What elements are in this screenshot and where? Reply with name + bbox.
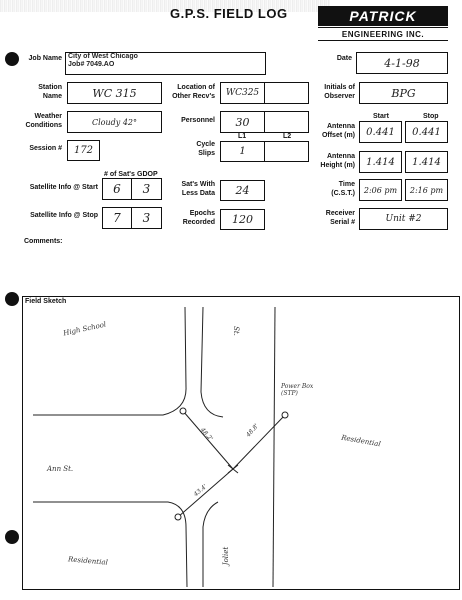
sats-less-data-field[interactable]: 24 (220, 180, 265, 201)
sketch-label-residential-bottom: Residential (67, 555, 109, 567)
initials-label-1: Initials of (324, 84, 355, 91)
weather-label-2: Conditions (25, 122, 62, 129)
start-column-label: Start (373, 113, 389, 120)
receiver-serial-field[interactable]: Unit #2 (359, 208, 448, 230)
job-name-line2: Job# 7049.AO (68, 61, 115, 68)
session-label: Session # (29, 145, 62, 152)
location-other-field-2[interactable] (264, 82, 309, 104)
l2-column-label: L2 (283, 133, 292, 140)
page-title: G.P.S. FIELD LOG (170, 6, 288, 21)
cycle-slips-l2[interactable] (264, 141, 309, 162)
gdop-stop-field[interactable]: 3 (131, 207, 162, 229)
location-other-label-1: Location of (177, 84, 215, 91)
sketch-label-high-school: High School (62, 320, 107, 338)
cycle-slips-label-2: Slips (198, 150, 215, 157)
sats-less-data-label-1: Sat's With (181, 181, 215, 188)
job-name-label: Job Name (28, 55, 62, 62)
antenna-offset-label-2: Offset (m) (321, 132, 355, 139)
sketch-label-st-top: St. (231, 326, 240, 336)
station-point-south (175, 514, 181, 520)
sketch-distance-c: 43.4' (192, 482, 209, 499)
personnel-field-1[interactable]: 30 (220, 111, 265, 133)
sketch-distance-b: 48.8' (244, 422, 261, 439)
company-logo (318, 6, 448, 40)
station-name-label-2: Name (42, 93, 62, 100)
satellite-start-label: Satellite Info @ Start (29, 184, 98, 191)
gdop-start-field[interactable]: 3 (131, 178, 162, 200)
antenna-offset-label-1: Antenna (327, 123, 355, 130)
antenna-height-start[interactable]: 1.414 (359, 151, 402, 173)
binder-hole-top (5, 52, 19, 66)
personnel-field-2[interactable] (264, 111, 309, 133)
location-other-field-1[interactable]: WC325 (220, 82, 265, 104)
epochs-label-1: Epochs (189, 210, 215, 217)
logo-subtitle: ENGINEERING INC. (318, 27, 448, 41)
binder-hole-middle (5, 292, 19, 306)
cycle-slips-l1[interactable]: 1 (220, 141, 265, 162)
sketch-label-power-box: Power Box (STP) (281, 383, 314, 397)
comments-label: Comments: (24, 238, 63, 245)
field-sketch-label: Field Sketch (25, 298, 67, 305)
receiver-serial-label-1: Receiver (325, 210, 355, 217)
antenna-height-label-2: Height (m) (320, 162, 355, 169)
station-name-label-1: Station (38, 84, 62, 91)
weather-field[interactable]: Cloudy 42° (67, 111, 162, 133)
num-sats-column-label: # of Sat's (104, 171, 135, 178)
satellite-stop-label: Satellite Info @ Stop (30, 212, 98, 219)
date-label: Date (336, 55, 352, 62)
station-point-north (180, 408, 186, 414)
time-stop-field[interactable]: 2:16 pm (405, 179, 448, 201)
time-label-2: (C.S.T.) (331, 190, 355, 197)
gdop-column-label: GDOP (137, 171, 158, 178)
personnel-label: Personnel (181, 117, 215, 124)
job-name-field[interactable] (65, 52, 266, 75)
l1-column-label: L1 (238, 133, 247, 140)
sats-less-data-label-2: Less Data (181, 190, 215, 197)
sats-start-field[interactable]: 6 (102, 178, 132, 200)
station-name-field[interactable]: WC 315 (67, 82, 162, 104)
weather-label-1: Weather (34, 113, 62, 120)
receiver-serial-label-2: Serial # (330, 219, 355, 226)
binder-hole-bottom (5, 530, 19, 544)
time-start-field[interactable]: 2:06 pm (359, 179, 402, 201)
logo-name: PATRICK (318, 6, 448, 26)
cycle-slips-label-1: Cycle (196, 141, 215, 148)
station-point-east (282, 412, 288, 418)
initials-field[interactable]: BPG (359, 82, 448, 104)
sketch-label-joliet: Joliet (222, 546, 231, 566)
antenna-offset-stop[interactable]: 0.441 (405, 121, 448, 143)
sketch-label-ann-st: Ann St. (47, 465, 74, 473)
comments-area[interactable] (60, 234, 450, 289)
date-field[interactable]: 4-1-98 (356, 52, 448, 74)
antenna-height-stop[interactable]: 1.414 (405, 151, 448, 173)
time-label-1: Time (338, 181, 355, 188)
job-name-line1: City of West Chicago (68, 53, 138, 60)
epochs-label-2: Recorded (182, 219, 215, 226)
initials-label-2: Observer (324, 93, 355, 100)
antenna-height-label-1: Antenna (327, 153, 355, 160)
field-sketch-panel (22, 296, 460, 590)
stop-column-label: Stop (423, 113, 439, 120)
session-field[interactable]: 172 (67, 140, 100, 161)
sketch-distance-a: 48.2' (198, 426, 215, 443)
sketch-label-residential-right: Residential (340, 433, 382, 449)
location-other-label-2: Other Recv's (172, 93, 215, 100)
sats-stop-field[interactable]: 7 (102, 207, 132, 229)
epochs-field[interactable]: 120 (220, 209, 265, 230)
field-sketch-drawing (23, 297, 458, 588)
antenna-offset-start[interactable]: 0.441 (359, 121, 402, 143)
